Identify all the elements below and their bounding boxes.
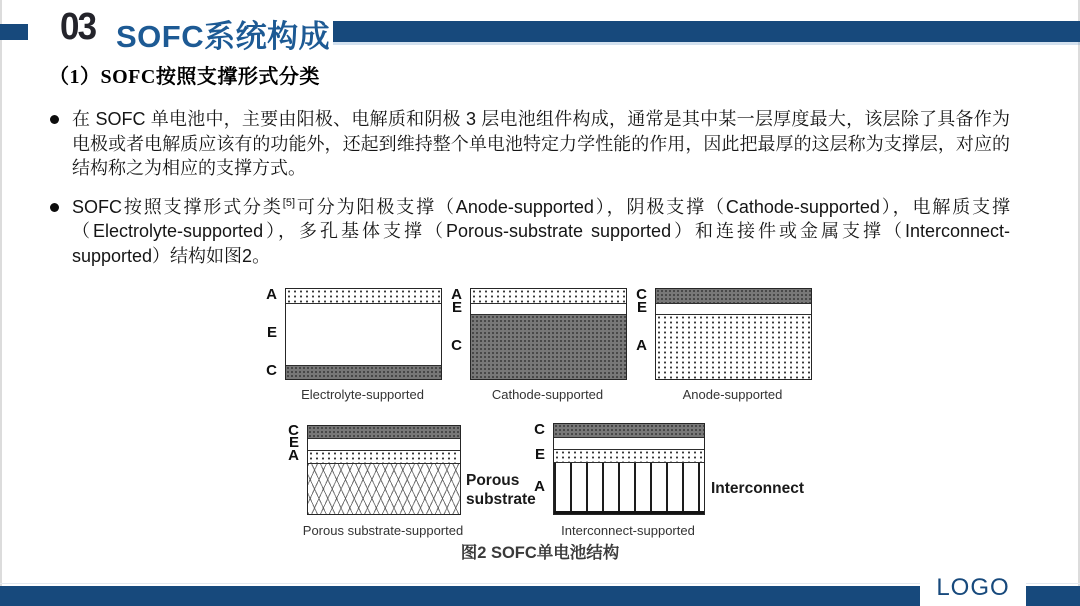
layer-plain [554,437,704,449]
layer-label-A: A [451,286,462,303]
diagram-caption-cathode-supported: Cathode-supported [491,387,604,402]
layer-label-E: E [266,324,277,341]
footer-separator [0,583,1080,584]
layer-label-A: A [266,286,277,303]
diagram-caption-electrolyte-supported: Electrolyte-supported [301,387,424,402]
layer-label-C: C [451,336,462,354]
logo [920,570,1026,606]
layer-ribbed [554,462,704,514]
layer-label-C: C [636,286,647,303]
figure-caption: 图2 SOFC单电池结构 [460,544,620,562]
layer-label-C: C [534,420,545,438]
layer-dotted [471,289,626,303]
layer-dark [554,424,704,437]
layer-plain [308,438,460,450]
layer-dotted [308,450,460,463]
layer-dotted [554,449,704,462]
bullet-2-pre: SOFC按照支撑形式分类 [72,196,283,217]
logo-text: LOGO [936,574,1010,601]
layer-label-E: E [288,434,299,451]
layer-plain [471,303,626,314]
side-label-porous-substrate-supported: Porous substrate [466,472,536,508]
layer-label-C: C [266,362,277,379]
page-title: SOFC系统构成 [116,19,331,54]
layer-label-E: E [636,298,647,316]
diagram-box-porous-substrate-supported [307,425,461,515]
diagram-box-interconnect-supported [553,423,705,515]
side-label-interconnect-supported: Interconnect [711,480,805,497]
bullet-2-post: 可分为阳极支撑（Anode-supported），阴极支撑（Cathode-supported），电解质支撑（Electrolyte-supported），多孔基体支撑（Porous-substrate supported）和连接件或金属支撑（Interconnect-supported）结构如图2。 [72,196,1010,266]
layer-dark [286,365,441,379]
diagram-box-anode-supported [655,288,812,380]
diagram-box-cathode-supported [470,288,627,380]
section-number: 03 [60,6,96,48]
diagram-caption-porous-substrate-supported: Porous substrate-supported [302,523,464,538]
diagram-caption-interconnect-supported: Interconnect-supported [561,523,695,538]
diagram-box-electrolyte-supported [285,288,442,380]
layer-label-C: C [288,422,299,439]
footer-bar [0,586,1080,606]
layer-label-A: A [534,478,545,495]
layer-dark [471,314,626,379]
diagram-caption-anode-supported: Anode-supported [682,387,783,402]
layer-dark [656,289,811,303]
layer-label-A: A [288,446,299,464]
layer-porous [308,463,460,514]
layer-label-E: E [534,445,545,463]
layer-dotted [656,314,811,379]
layer-dark [308,426,460,438]
layer-plain [286,303,441,365]
subtitle: （1）SOFC按照支撑形式分类 [49,66,320,88]
citation-ref: [5] [282,196,296,209]
layer-plain [656,303,811,314]
layer-dotted [286,289,441,303]
bullet-text-1: 在 SOFC 单电池中，主要由阳极、电解质和阴极 3 层电池组件构成，通常是其中某一层厚度最大，该层除了具备作为电极或者电解质应该有的功能外，还起到维持整个单电池特定力学性能的作用，因此把最厚的这层称为支撑层，对应的结构称之为相应的支撑方式。 [72,109,1010,178]
layer-label-E: E [451,298,462,316]
layer-label-A: A [636,336,647,354]
